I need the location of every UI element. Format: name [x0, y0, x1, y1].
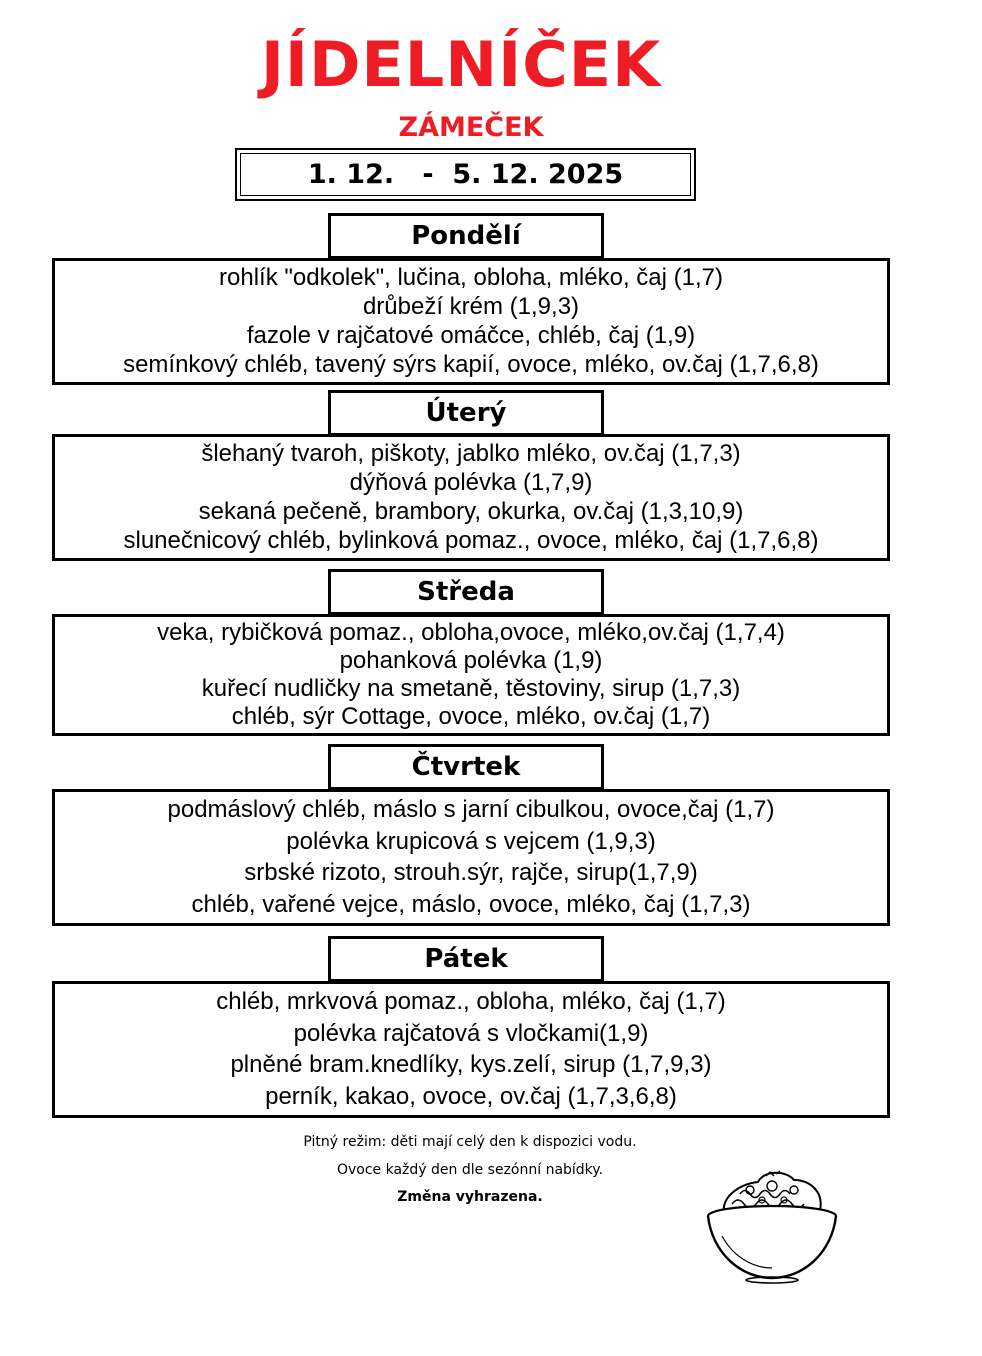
- page-title: JÍDELNÍČEK: [260, 28, 662, 101]
- footer-change-note: Změna vyhrazena.: [397, 1189, 543, 1205]
- menu-item: chléb, mrkvová pomaz., obloha, mléko, čaj (1,7): [216, 987, 726, 1015]
- menu-box-tuesday: [52, 434, 890, 561]
- menu-item: rohlík "odkolek", lučina, obloha, mléko, čaj (1,7): [219, 263, 723, 291]
- menu-item: plněné bram.knedlíky, kys.zelí, sirup (1,7,9,3): [230, 1051, 712, 1079]
- menu-item: sekaná pečeně, brambory, okurka, ov.čaj (1,3,10,9): [198, 498, 744, 526]
- spaghetti-bowl-icon: [702, 1160, 842, 1284]
- footer-fruit-note: Ovoce každý den dle sezónní nabídky.: [336, 1162, 604, 1178]
- menu-box-monday: [52, 258, 890, 385]
- menu-item: srbské rizoto, strouh.sýr, rajče, sirup(1,7,9): [244, 859, 698, 887]
- menu-box-friday: [52, 981, 890, 1118]
- menu-item: slunečnicový chléb, bylinková pomaz., ovoce, mléko, čaj (1,7,6,8): [123, 527, 819, 555]
- menu-item: šlehaný tvaroh, piškoty, jablko mléko, ov.čaj (1,7,3): [201, 439, 741, 467]
- menu-box-wednesday: [52, 614, 890, 736]
- day-header-wednesday: Středa: [328, 569, 604, 615]
- menu-item: polévka krupicová s vejcem (1,9,3): [286, 827, 656, 855]
- menu-item: podmáslový chléb, máslo s jarní cibulkou, ovoce,čaj (1,7): [167, 795, 775, 823]
- menu-item: polévka rajčatová s vločkami(1,9): [293, 1019, 649, 1047]
- menu-item: perník, kakao, ovoce, ov.čaj (1,7,3,6,8): [265, 1083, 677, 1111]
- menu-item: semínkový chléb, tavený sýrs kapií, ovoce, mléko, ov.čaj (1,7,6,8): [123, 351, 819, 379]
- day-header-tuesday: Úterý: [328, 390, 604, 436]
- page-subtitle: ZÁMEČEK: [398, 112, 544, 143]
- menu-item: chléb, sýr Cottage, ovoce, mléko, ov.čaj (1,7): [231, 703, 711, 730]
- menu-item: chléb, vařené vejce, máslo, ovoce, mléko, čaj (1,7,3): [191, 891, 751, 919]
- menu-item: kuřecí nudličky na smetaně, těstoviny, sirup (1,7,3): [201, 675, 741, 702]
- day-header-friday: Pátek: [328, 936, 604, 982]
- day-header-thursday: Čtvrtek: [328, 744, 604, 790]
- menu-box-thursday: [52, 789, 890, 926]
- menu-item: pohanková polévka (1,9): [339, 647, 603, 674]
- day-header-monday: Pondělí: [328, 213, 604, 259]
- menu-item: drůbeží krém (1,9,3): [362, 292, 580, 320]
- footer-drinking-note: Pitný režim: děti mají celý den k dispozici vodu.: [303, 1134, 637, 1150]
- date-range: 1. 12. - 5. 12. 2025: [240, 153, 691, 196]
- menu-item: veka, rybičková pomaz., obloha,ovoce, mléko,ov.čaj (1,7,4): [157, 619, 785, 646]
- date-range-box: [235, 148, 696, 201]
- menu-item: fazole v rajčatové omáčce, chléb, čaj (1,9): [246, 322, 696, 350]
- menu-item: dýňová polévka (1,7,9): [349, 468, 593, 496]
